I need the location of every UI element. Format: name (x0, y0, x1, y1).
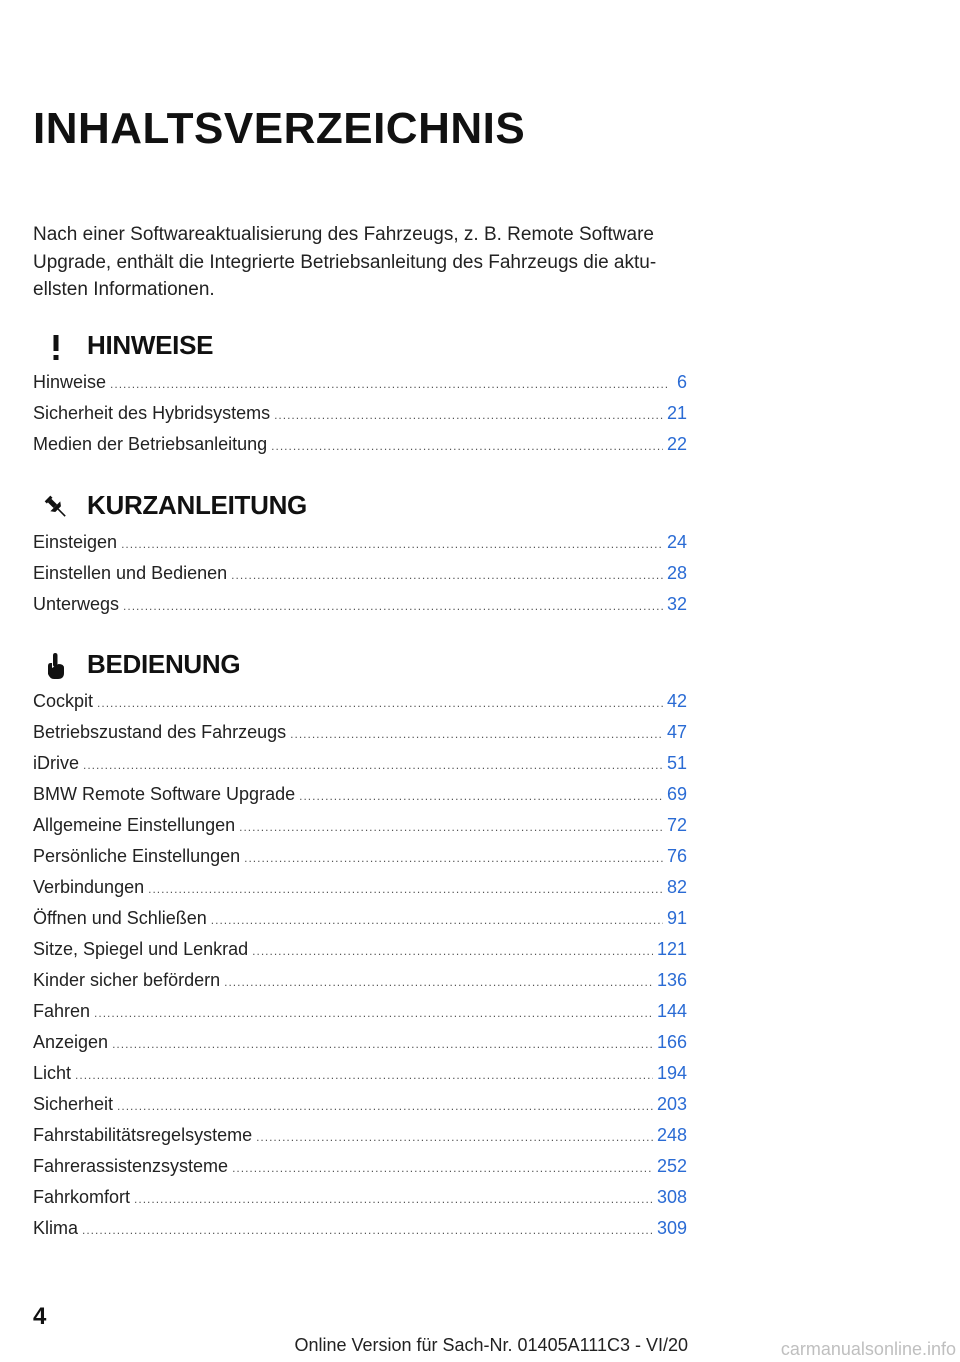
toc-page-link[interactable]: 203 (656, 1094, 687, 1114)
dot-leader (83, 758, 663, 772)
dot-leader (110, 377, 667, 391)
toc-entry[interactable] (33, 1001, 687, 1032)
dot-leader (224, 975, 653, 989)
toc-label: Fahren (33, 1001, 91, 1021)
dot-leader (134, 1192, 653, 1206)
toc-entry[interactable] (33, 1125, 687, 1156)
dot-leader (117, 1099, 653, 1113)
toc-label: Medien der Betriebsanleitung (33, 434, 268, 454)
toc-label: Cockpit (33, 691, 94, 711)
toc-entry[interactable] (33, 532, 687, 563)
toc-page-link[interactable]: 69 (666, 784, 687, 804)
toc-entry[interactable] (33, 815, 687, 846)
toc-page-link[interactable]: 252 (656, 1156, 687, 1176)
toc-label: Fahrerassistenzsysteme (33, 1156, 229, 1176)
toc-label: Sicherheit (33, 1094, 114, 1114)
dot-leader (82, 1223, 653, 1237)
dot-leader (252, 944, 653, 958)
toc-entry[interactable] (33, 753, 687, 784)
toc-label: Einstellen und Bedienen (33, 563, 228, 583)
toc-label: Hinweise (33, 372, 107, 392)
dot-leader (231, 568, 663, 582)
toc-page-link[interactable]: 194 (656, 1063, 687, 1083)
toc-label: Klima (33, 1218, 79, 1238)
toc-page-link[interactable]: 28 (666, 563, 687, 583)
toc-page-link[interactable]: 47 (666, 722, 687, 742)
toc-page-link[interactable]: 51 (666, 753, 687, 773)
dot-leader (121, 537, 663, 551)
toc-entry[interactable] (33, 908, 687, 939)
toc-label: Sitze, Spiegel und Lenkrad (33, 939, 249, 959)
dot-leader (239, 820, 663, 834)
toc-label: Öffnen und Schließen (33, 908, 207, 928)
toc-entry[interactable] (33, 372, 687, 403)
section-header (33, 645, 687, 691)
toc-page-link[interactable]: 21 (666, 403, 687, 423)
toc-page-link[interactable]: 91 (666, 908, 687, 928)
toc-entry[interactable] (33, 784, 687, 815)
toc-label: iDrive (33, 753, 80, 773)
toc-entry[interactable] (33, 877, 687, 908)
toc-entry[interactable] (33, 939, 687, 970)
toc-page-link[interactable]: 24 (666, 532, 687, 552)
toc-page-link[interactable]: 82 (666, 877, 687, 897)
toc-page-link[interactable]: 166 (656, 1032, 687, 1052)
dot-leader (299, 789, 663, 803)
section-header (33, 486, 687, 532)
hand-pointer-icon (41, 651, 71, 681)
dot-leader (271, 439, 663, 453)
toc-label: Verbindungen (33, 877, 145, 897)
toc-entry[interactable] (33, 403, 687, 434)
toc-entry[interactable] (33, 1187, 687, 1218)
dot-leader (274, 408, 663, 422)
toc-page-link[interactable]: 32 (666, 594, 687, 614)
toc-label: Fahrkomfort (33, 1187, 131, 1207)
toc-label: Licht (33, 1063, 72, 1083)
toc-label: Sicherheit des Hybridsystems (33, 403, 271, 423)
toc-entry[interactable] (33, 846, 687, 877)
section-title: BEDIENUNG (87, 649, 241, 679)
pin-icon (41, 492, 71, 522)
toc-entry[interactable] (33, 691, 687, 722)
toc-label: Allgemeine Einstellungen (33, 815, 236, 835)
dot-leader (211, 913, 663, 927)
dot-leader (94, 1006, 653, 1020)
toc-entry[interactable] (33, 722, 687, 753)
section-title: HINWEISE (87, 330, 214, 360)
page-title: INHALTSVERZEICHNIS (33, 104, 526, 153)
section-header (33, 326, 687, 372)
toc-label: BMW Remote Software Upgrade (33, 784, 296, 804)
dot-leader (232, 1161, 653, 1175)
toc-label: Persönliche Einstellungen (33, 846, 241, 866)
page-number: 4 (33, 1303, 47, 1330)
toc-entry[interactable] (33, 1094, 687, 1125)
exclamation-icon (41, 332, 71, 362)
toc-entry[interactable] (33, 594, 687, 625)
dot-leader (112, 1037, 653, 1051)
watermark: carmanualsonline.info (780, 1339, 956, 1359)
online-version-note: Online Version für Sach-Nr. 01405A111C3 - VI/20 (294, 1335, 688, 1355)
toc-entry[interactable] (33, 1032, 687, 1063)
toc-label: Betriebszustand des Fahrzeugs (33, 722, 287, 742)
toc-label: Fahrstabilitätsregelsysteme (33, 1125, 253, 1145)
section-hinweise (33, 326, 687, 465)
section-title: KURZANLEITUNG (87, 490, 307, 520)
toc-page-link[interactable]: 42 (666, 691, 687, 711)
intro-paragraph: Nach einer Softwareaktualisierung des Fahrzeugs, z. B. Remote Software Upgrade, enthält die Integrierte Betriebsanleitung des Fahrzeugs die aktu-ellsten Informationen. (33, 224, 657, 300)
toc-entry[interactable] (33, 563, 687, 594)
toc-label: Einsteigen (33, 532, 118, 552)
toc-page-link[interactable]: 309 (656, 1218, 687, 1238)
toc-entry[interactable] (33, 1218, 687, 1249)
dot-leader (75, 1068, 653, 1082)
toc-entry[interactable] (33, 1063, 687, 1094)
toc-list (33, 532, 687, 625)
toc-list (33, 691, 687, 1249)
dot-leader (148, 882, 663, 896)
dot-leader (290, 727, 663, 741)
toc-page-link[interactable]: 308 (656, 1187, 687, 1207)
toc-label: Unterwegs (33, 594, 120, 614)
toc-entry[interactable] (33, 1156, 687, 1187)
toc-page-link[interactable]: 6 (676, 372, 687, 392)
toc-page-link[interactable]: 72 (666, 815, 687, 835)
section-bedienung (33, 645, 687, 1249)
toc-list (33, 372, 687, 465)
toc-page-link[interactable]: 22 (666, 434, 687, 454)
toc-page-link[interactable]: 76 (666, 846, 687, 866)
toc-label: Kinder sicher befördern (33, 970, 221, 990)
toc-page-link[interactable]: 121 (656, 939, 687, 959)
toc-label: Anzeigen (33, 1032, 109, 1052)
toc-page-link[interactable]: 136 (656, 970, 687, 990)
dot-leader (244, 851, 663, 865)
toc-page-link[interactable]: 144 (656, 1001, 687, 1021)
dot-leader (256, 1130, 653, 1144)
toc-entry[interactable] (33, 434, 687, 465)
toc-entry[interactable] (33, 970, 687, 1001)
dot-leader (97, 696, 663, 710)
section-kurzanleitung (33, 486, 687, 625)
dot-leader (123, 599, 663, 613)
toc-page-link[interactable]: 248 (656, 1125, 687, 1145)
